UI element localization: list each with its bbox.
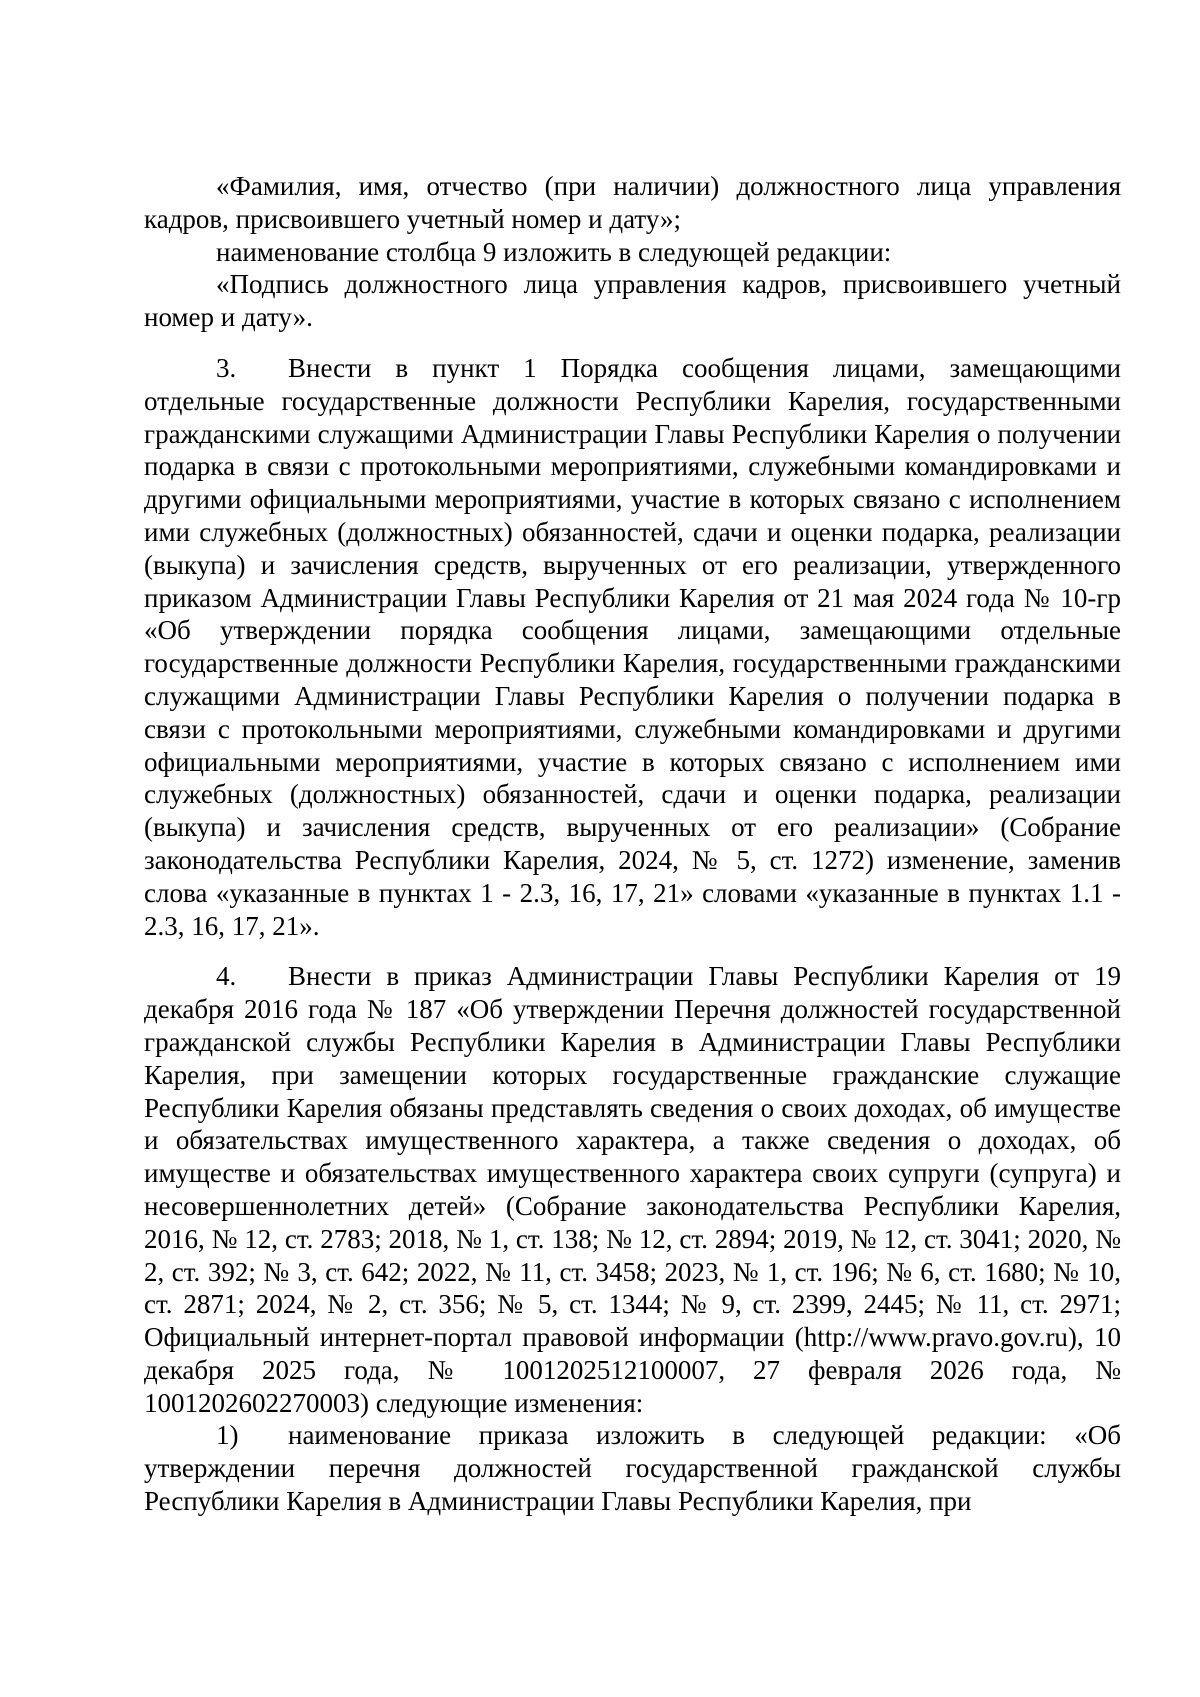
paragraph-column-9-name: [144, 268, 1121, 334]
paragraph-item-4: [144, 960, 1121, 1419]
paragraph-subitem-1: [144, 1419, 1121, 1517]
paragraph-column-8-name: [144, 170, 1121, 236]
item-number: 3.: [216, 352, 237, 383]
paragraph-text: наименование столбца 9 изложить в следующей редакции:: [216, 236, 892, 267]
paragraph-text: наименование приказа изложить в следующей редакции: «Об утверждении перечня должностей государственной гражданской службы Республики Карелия в Администрации Главы Республики Карелия, при: [144, 1420, 1121, 1517]
paragraph-item-3: [144, 352, 1121, 942]
item-number: 4.: [216, 961, 237, 992]
paragraph-column-9-instruction: [144, 236, 1121, 269]
paragraph-text: «Фамилия, имя, отчество (при наличии) должностного лица управления кадров, присвоившего учетный номер и дату»;: [144, 171, 1121, 234]
paragraph-text: Внести в пункт 1 Порядка сообщения лицами, замещающими отдельные государственные должности Республики Карелия, государственными гражданскими служащими Администрации Главы Республики Карелия о получении подарка в связи с протокольными мероприятиями, служебными командировками и другими официальными мероприятиями, участие в которых связано с исполнением ими служебных (должностных) обязанностей, сдачи и оценки подарка, реализации (выкупа) и зачисления средств, вырученных от его реализации, утвержденного приказом Администрации Главы Республики Карелия от 21 мая 2024 года № 10-гр «Об утверждении порядка сообщения лицами, замещающими отдельные государственные должности Республики Карелия, государственными гражданскими служащими Администрации Главы Республики Карелия о получении подарка в связи с протокольными мероприятиями, служебными командировками и другими официальными мероприятиями, участие в которых связано с исполнением ими служебных (должностных) обязанностей, сдачи и оценки подарка, реализации (выкупа) и зачисления средств, вырученных от его реализации» (Собрание законодательства Республики Карелия, 2024, № 5, ст. 1272) изменение, заменив слова «указанные в пунктах 1 - 2.3, 16, 17, 21» словами «указанные в пунктах 1.1 - 2.3, 16, 17, 21».: [144, 352, 1121, 941]
document-body: [144, 170, 1121, 1518]
paragraph-text: Внести в приказ Администрации Главы Республики Карелия от 19 декабря 2016 года № 187 «Об утверждении Перечня должностей государственной гражданской службы Республики Карелия в Администрации Главы Республики Карелия, при замещении которых государственные гражданские служащие Республики Карелия обязаны представлять сведения о своих доходах, об имуществе и обязательствах имущественного характера, а также сведения о доходах, об имуществе и обязательствах имущественного характера своих супруги (супруга) и несовершеннолетних детей» (Собрание законодательства Республики Карелия, 2016, № 12, ст. 2783; 2018, № 1, ст. 138; № 12, ст. 2894; 2019, № 12, ст. 3041; 2020, № 2, ст. 392; № 3, ст. 642; 2022, № 11, ст. 3458; 2023, № 1, ст. 196; № 6, ст. 1680; № 10, ст. 2871; 2024, № 2, ст. 356; № 5, ст. 1344; № 9, ст. 2399, 2445; № 11, ст. 2971; Официальный интернет-портал правовой информации (http://www.pravo.gov.ru), 10 декабря 2025 года, № 1001202512100007, 27 февраля 2026 года, № 1001202602270003) следующие изменения:: [144, 961, 1121, 1418]
paragraph-text: «Подпись должностного лица управления кадров, присвоившего учетный номер и дату».: [144, 269, 1121, 333]
item-number: 1): [216, 1420, 239, 1451]
